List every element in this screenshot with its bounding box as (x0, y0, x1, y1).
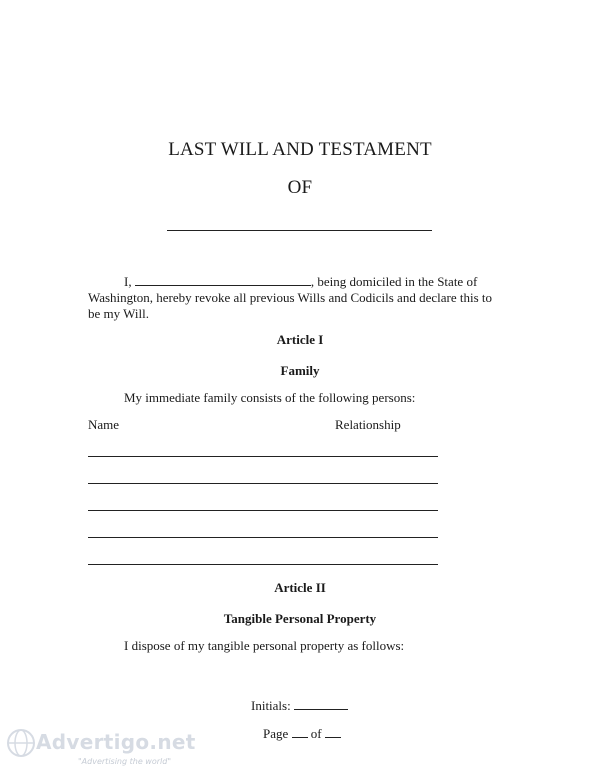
watermark-tagline: "Advertising the world" (78, 757, 171, 766)
document-title-of: OF (287, 177, 313, 198)
advertigo-watermark (6, 726, 196, 770)
article-2-heading: Article II (274, 580, 326, 595)
intro-line-1-suffix: , being domiciled in the State of (310, 274, 478, 289)
page-total-blank[interactable] (325, 726, 341, 738)
article-2-text: I dispose of my tangible personal property as follows: (124, 638, 405, 653)
family-column-relationship: Relationship (335, 417, 401, 432)
watermark-brand: Advertigo.net (36, 730, 196, 754)
article-1-heading: Article I (276, 332, 324, 347)
testator-name-line[interactable] (167, 230, 432, 231)
globe-icon (6, 728, 36, 758)
family-entry-line[interactable] (88, 456, 438, 457)
document-title: LAST WILL AND TESTAMENT (168, 139, 432, 160)
family-column-name: Name (88, 417, 120, 432)
page-number-field (263, 726, 383, 742)
family-entry-line[interactable] (88, 510, 438, 511)
page-label: Page (263, 726, 289, 741)
article-2-subheading: Tangible Personal Property (223, 611, 377, 626)
article-1-text: My immediate family consists of the following persons: (124, 390, 416, 405)
intro-line-3: be my Will. (88, 306, 149, 321)
article-1-subheading: Family (280, 363, 320, 378)
page-of-label: of (310, 726, 322, 741)
family-entry-line[interactable] (88, 483, 438, 484)
family-entry-line[interactable] (88, 537, 438, 538)
intro-prefix: I, (124, 274, 132, 289)
declarant-name-blank[interactable] (135, 274, 311, 286)
family-entry-line[interactable] (88, 564, 438, 565)
page-current-blank[interactable] (292, 726, 308, 738)
initials-field (251, 698, 371, 714)
intro-line-1 (124, 274, 524, 290)
initials-blank[interactable] (294, 698, 348, 710)
initials-label: Initials: (251, 698, 291, 713)
intro-line-2: Washington, hereby revoke all previous Wills and Codicils and declare this to (88, 290, 492, 305)
